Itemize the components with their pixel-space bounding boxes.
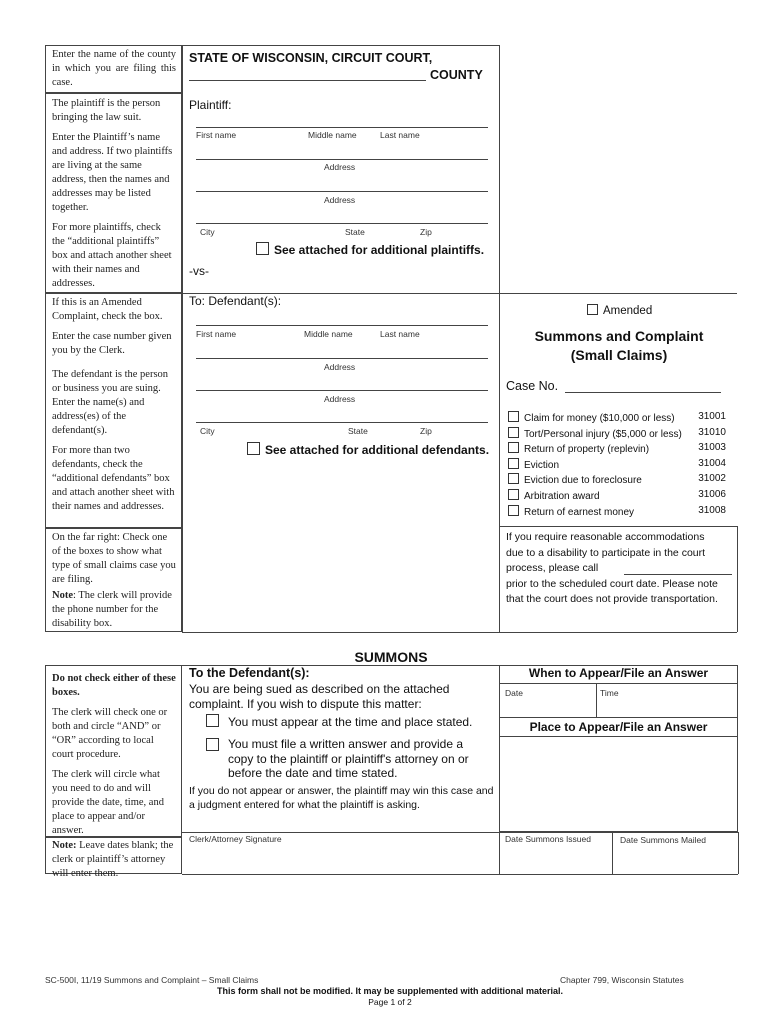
defendant-middle-name: Middle name bbox=[304, 329, 353, 339]
date-issued-label: Date Summons Issued bbox=[505, 834, 591, 844]
case-type-item[interactable] bbox=[508, 442, 730, 458]
case-no-label: Case No. bbox=[506, 379, 559, 393]
place-heading-rule bbox=[499, 736, 738, 737]
accommodation-text bbox=[506, 530, 738, 608]
defendant-city-line[interactable] bbox=[196, 422, 488, 423]
date-mailed-field[interactable] bbox=[615, 848, 736, 872]
defendant-label: To: Defendant(s): bbox=[189, 294, 282, 308]
time-field[interactable] bbox=[598, 700, 736, 716]
note-defendant-4: For more than two defendants, check the “additional defendants” box and attach another sheet with their names and addresses. bbox=[52, 445, 175, 512]
defendant-address2: Address bbox=[324, 394, 356, 404]
case-type-code: 31002 bbox=[698, 473, 726, 485]
case-type-label: Tort/Personal injury ($5,000 or less) bbox=[524, 428, 682, 440]
note-summons bbox=[52, 672, 176, 844]
case-type-checkbox[interactable] bbox=[508, 489, 519, 500]
plaintiff-additional-checkbox[interactable] bbox=[256, 242, 269, 255]
case-type-label: Return of earnest money bbox=[524, 506, 635, 518]
plaintiff-city-line[interactable] bbox=[196, 223, 488, 224]
time-label: Time bbox=[600, 688, 619, 698]
note-clerk-phone bbox=[52, 589, 176, 631]
header-right-rule bbox=[499, 293, 737, 294]
case-type-item[interactable] bbox=[508, 473, 730, 489]
plaintiff-state: State bbox=[345, 227, 365, 237]
plaintiff-address1-line[interactable] bbox=[196, 159, 488, 160]
date-time-divider bbox=[596, 683, 597, 717]
defendant-address1: Address bbox=[324, 362, 356, 372]
case-type-code: 31004 bbox=[698, 457, 726, 469]
date-mailed-label: Date Summons Mailed bbox=[620, 835, 706, 845]
case-type-label: Eviction bbox=[524, 459, 560, 471]
defendant-zip: Zip bbox=[420, 426, 432, 436]
option-answer-checkbox[interactable] bbox=[206, 738, 219, 751]
right-border-top bbox=[499, 45, 500, 293]
case-type-checkbox[interactable] bbox=[508, 458, 519, 469]
case-type-item[interactable] bbox=[508, 505, 730, 521]
case-no-line[interactable] bbox=[565, 392, 721, 393]
note-dates-bold: Note: bbox=[52, 840, 77, 851]
case-type-label: Return of property (replevin) bbox=[524, 444, 650, 456]
case-type-code: 31006 bbox=[698, 488, 726, 500]
case-type-label: Arbitration award bbox=[524, 490, 600, 502]
summons-heading: SUMMONS bbox=[354, 649, 428, 665]
footer-page: Page 1 of 2 bbox=[368, 997, 412, 1007]
plaintiff-name-line[interactable] bbox=[196, 127, 488, 128]
case-type-checkbox[interactable] bbox=[508, 505, 519, 516]
summons-bottom-rule bbox=[182, 874, 738, 875]
amended-checkbox[interactable] bbox=[587, 304, 598, 315]
note-dates bbox=[52, 839, 176, 881]
upper-bottom-rule bbox=[182, 632, 737, 633]
court-title: STATE OF WISCONSIN, CIRCUIT COURT, bbox=[189, 51, 433, 65]
note-defendant bbox=[52, 296, 176, 520]
note-defendant-2: Enter the case number given you by the Clerk. bbox=[52, 331, 172, 356]
option-answer-label: You must file a written answer and provide a copy to the plaintiff or plaintiff's attorney on or before the date and time stated. bbox=[228, 737, 469, 780]
defendant-additional-row[interactable] bbox=[247, 442, 489, 457]
place-heading-top bbox=[499, 717, 738, 718]
county-label: COUNTY bbox=[430, 68, 483, 82]
note-plaintiff-2: Enter the Plaintiff’s name and address. If two plaintiffs are living at the same address, then the names and addresses may be listed together. bbox=[52, 132, 173, 213]
plaintiff-address2: Address bbox=[324, 195, 356, 205]
footer-statute: Chapter 799, Wisconsin Statutes bbox=[560, 975, 684, 985]
case-type-code: 31010 bbox=[698, 426, 726, 438]
date-issued-field[interactable] bbox=[502, 848, 610, 872]
summons-warning: If you do not appear or answer, the plaintiff may win this case and a judgment entered for what the plaintiff is asking. bbox=[189, 785, 494, 811]
case-type-item[interactable] bbox=[508, 458, 730, 474]
vs-label: -vs- bbox=[189, 264, 209, 278]
case-type-checkbox[interactable] bbox=[508, 411, 519, 422]
accommodation-line-3 bbox=[506, 561, 738, 577]
signature-label: Clerk/Attorney Signature bbox=[189, 834, 282, 844]
case-type-item[interactable] bbox=[508, 489, 730, 505]
accommodation-line-5: that the court does not provide transportation. bbox=[506, 593, 718, 605]
date-issued-divider bbox=[612, 832, 613, 874]
top-border bbox=[182, 45, 499, 46]
footer-notice: This form shall not be modified. It may be supplemented with additional material. bbox=[216, 986, 564, 996]
note-plaintiff-3: For more plaintiffs, check the “additional plaintiffs” box and attach another sheet with their names and addresses. bbox=[52, 222, 172, 289]
note-clerk-text: : The clerk will provide the phone number for the disability box. bbox=[52, 590, 172, 629]
accommodation-call: process, please call bbox=[506, 562, 599, 574]
defendant-state: State bbox=[348, 426, 368, 436]
signature-divider bbox=[499, 832, 500, 874]
accommodation-line-4: prior to the scheduled court date. Please note bbox=[506, 577, 718, 590]
defendant-first-name: First name bbox=[196, 329, 237, 339]
plaintiff-address2-line[interactable] bbox=[196, 191, 488, 192]
case-type-item[interactable] bbox=[508, 427, 730, 443]
upper-middle-border bbox=[182, 45, 183, 632]
amended-label: Amended bbox=[603, 305, 653, 317]
defendant-address2-line[interactable] bbox=[196, 390, 488, 391]
amended-row[interactable] bbox=[587, 304, 652, 317]
form-title bbox=[505, 327, 733, 365]
form-title-line2: (Small Claims) bbox=[570, 347, 668, 363]
plaintiff-zip: Zip bbox=[420, 227, 432, 237]
option-answer-row[interactable] bbox=[206, 737, 496, 781]
plaintiff-address1: Address bbox=[324, 162, 356, 172]
case-type-code: 31003 bbox=[698, 442, 726, 454]
defendant-city: City bbox=[200, 426, 215, 436]
place-heading: Place to Appear/File an Answer bbox=[529, 720, 708, 734]
defendant-last-name: Last name bbox=[380, 329, 420, 339]
signature-field[interactable] bbox=[184, 846, 496, 872]
note-plaintiff bbox=[52, 97, 176, 297]
option-appear-label: You must appear at the time and place stated. bbox=[228, 715, 473, 729]
note-far-right: On the far right: Check one of the boxes to show what type of small claims case you are filing. bbox=[52, 532, 176, 585]
defendant-additional-label: See attached for additional defendants. bbox=[265, 443, 490, 457]
accommodation-line-2: due to a disability to participate in the court bbox=[506, 546, 706, 559]
note-dates-text: Leave dates blank; the clerk or plaintiff’s attorney will enter them. bbox=[52, 840, 174, 879]
option-appear-checkbox[interactable] bbox=[206, 714, 219, 727]
case-type-code: 31008 bbox=[698, 504, 726, 516]
summons-intro: You are being sued as described on the attached complaint. If you wish to dispute this matter: bbox=[189, 682, 450, 711]
accommodation-top-rule bbox=[499, 526, 737, 527]
accommodation-line-1: If you require reasonable accommodations bbox=[506, 531, 705, 543]
plaintiff-label: Plaintiff: bbox=[189, 98, 232, 112]
footer-form-id: SC-500I, 11/19 Summons and Complaint – Small Claims bbox=[45, 975, 259, 985]
date-field[interactable] bbox=[500, 700, 594, 716]
plaintiff-city: City bbox=[200, 227, 215, 237]
case-col-border bbox=[499, 293, 500, 632]
note-clerk-check: The clerk will check one or both and circle “AND” or “OR” according to local court procedure. bbox=[52, 707, 168, 760]
case-type-code: 31001 bbox=[698, 411, 726, 422]
signature-top-rule bbox=[182, 832, 738, 833]
note-county: Enter the name of the county in which you are filing this case. bbox=[52, 49, 176, 88]
note-defendant-1: If this is an Amended Complaint, check the box. bbox=[52, 297, 163, 322]
when-heading: When to Appear/File an Answer bbox=[528, 666, 709, 680]
county-line[interactable] bbox=[189, 80, 426, 81]
plaintiff-last-name: Last name bbox=[380, 130, 420, 140]
defendant-address1-line[interactable] bbox=[196, 358, 488, 359]
summons-right-border bbox=[738, 832, 739, 874]
form-title-line1: Summons and Complaint bbox=[534, 328, 704, 344]
case-type-list bbox=[508, 411, 730, 520]
note-defendant-3: The defendant is the person or business you are suing. Enter the name(s) and address(es) of the defendant(s). bbox=[52, 369, 169, 436]
case-type-checkbox[interactable] bbox=[508, 442, 519, 453]
note-plaintiff-1: The plaintiff is the person bringing the law suit. bbox=[52, 98, 161, 123]
case-type-checkbox[interactable] bbox=[508, 473, 519, 484]
case-type-label: Eviction due to foreclosure bbox=[524, 475, 642, 487]
plaintiff-additional-row[interactable] bbox=[256, 242, 484, 257]
note-clerk-circle: The clerk will circle what you need to do and will provide the date, time, and place to appear and/or answer. bbox=[52, 769, 164, 836]
place-field[interactable] bbox=[500, 738, 736, 830]
case-type-item[interactable] bbox=[508, 411, 730, 427]
when-heading-rule bbox=[499, 683, 738, 684]
defendant-name-line[interactable] bbox=[196, 325, 488, 326]
case-type-checkbox[interactable] bbox=[508, 427, 519, 438]
to-defendants-label: To the Defendant(s): bbox=[189, 666, 310, 680]
date-label: Date bbox=[505, 688, 523, 698]
option-appear-row[interactable] bbox=[206, 714, 496, 729]
defendant-additional-checkbox[interactable] bbox=[247, 442, 260, 455]
note-clerk-bold: Note bbox=[52, 590, 73, 601]
note-casetype bbox=[52, 531, 176, 637]
plaintiff-additional-label: See attached for additional plaintiffs. bbox=[274, 243, 485, 257]
note-do-not-check: Do not check either of these boxes. bbox=[52, 673, 176, 698]
phone-number-line[interactable] bbox=[624, 574, 732, 575]
case-type-label: Claim for money ($10,000 or less) bbox=[524, 413, 675, 424]
plaintiff-middle-name: Middle name bbox=[308, 130, 357, 140]
plaintiff-first-name: First name bbox=[196, 130, 237, 140]
